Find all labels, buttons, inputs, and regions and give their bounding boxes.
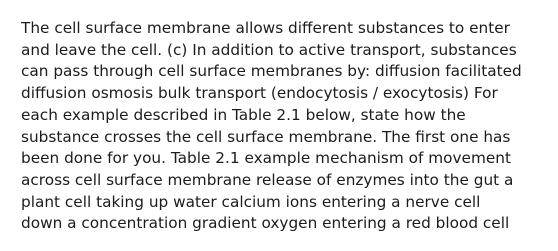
- text-line: diffusion osmosis bulk transport (endocytosis / exocytosis) For: [21, 84, 498, 103]
- text-line: each example described in Table 2.1 below, state how the: [21, 105, 466, 124]
- text-line: The cell surface membrane allows different substances to enter: [21, 19, 510, 37]
- text-line: down a concentration gradient oxygen entering a red blood cell: [21, 214, 510, 233]
- question-text: [21, 18, 547, 235]
- text-line: can pass through cell surface membranes by: diffusion facilitated: [21, 62, 522, 81]
- text-line: been done for you. Table 2.1 example mechanism of movement: [21, 149, 511, 168]
- text-line: substance crosses the cell surface membrane. The first one has: [21, 127, 511, 146]
- text-line: plant cell taking up water calcium ions entering a nerve cell: [21, 192, 481, 211]
- text-line: and leave the cell. (c) In addition to active transport, substances: [21, 40, 517, 59]
- text-line: across cell surface membrane release of enzymes into the gut a: [21, 170, 514, 189]
